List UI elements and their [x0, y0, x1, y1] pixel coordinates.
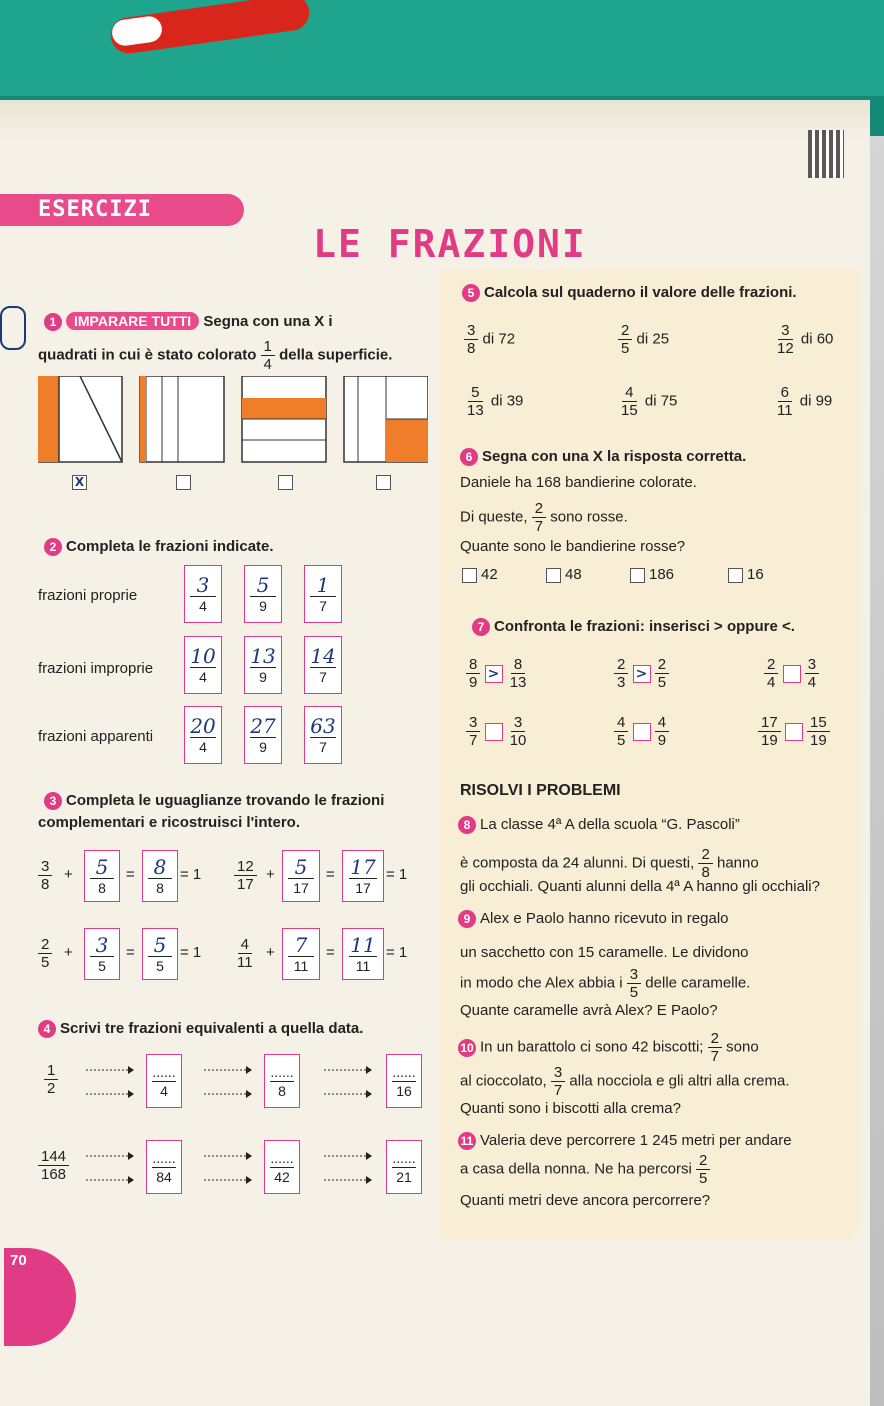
page-number: 70	[4, 1248, 76, 1346]
ex3-box[interactable]: 7 11	[282, 928, 320, 980]
ex4-title: Scrivi tre frazioni equivalenti a quella data.	[60, 1020, 364, 1037]
p9-line2: un sacchetto con 15 caramelle. Le dividono	[460, 944, 749, 961]
ex5-item: $\frac{6}{11}$ di 99	[777, 384, 833, 419]
ex6-heading	[460, 448, 746, 466]
ex2-box[interactable]: 14 7	[304, 636, 342, 694]
ex4-row-2: $\frac{144}{168}$ ...... 84 ...... 42 ...... 21	[38, 1140, 438, 1196]
checkbox-1[interactable]: X	[72, 474, 91, 492]
ex1-text-line	[38, 338, 392, 373]
page-shade	[0, 100, 870, 140]
p8-line3: gli occhiali. Quanti alunni della 4ª A hanno gli occhiali?	[460, 878, 820, 895]
ex3-row-1: $\frac{3}{8}$ + 5 8 = 8 8 = 1 $\frac{12}{17}$ + 5 17 = 17 17 = 1	[38, 850, 438, 904]
ex2-box[interactable]: 13 9	[244, 636, 282, 694]
ex3-box[interactable]: 3 5	[84, 928, 120, 980]
ex7-pair: $\frac{17}{19}$ $\frac{15}{19}$	[758, 714, 830, 749]
ex2-label-proper: frazioni proprie	[38, 587, 138, 604]
ex6-option[interactable]: 42	[462, 566, 498, 583]
checkbox-2[interactable]	[176, 474, 195, 492]
ex7-pair: $\frac{2}{3}$ > $\frac{2}{5}$	[614, 656, 669, 691]
ex3-box[interactable]: 5 5	[142, 928, 178, 980]
arrow-icon	[84, 1060, 134, 1100]
ex4-box[interactable]: ...... 16	[386, 1054, 422, 1108]
ex6-number: 6	[460, 448, 478, 466]
ex4-box[interactable]: ...... 84	[146, 1140, 182, 1194]
ex7-pair: $\frac{8}{9}$ > $\frac{8}{13}$	[466, 656, 529, 691]
ex3-box[interactable]: 5 17	[282, 850, 320, 902]
ex2-box[interactable]: 3 4	[184, 565, 222, 623]
ex6-line3: Quante sono le bandierine rosse?	[460, 538, 686, 555]
ex3-title-b: complementari e ricostruisci l'intero.	[38, 814, 300, 831]
p10-line3: Quanti sono i biscotti alla crema?	[460, 1100, 681, 1117]
compare-box[interactable]	[783, 665, 801, 683]
arrow-icon	[202, 1146, 252, 1186]
ex2-box[interactable]: 20 4	[184, 706, 222, 764]
ex3-box[interactable]: 8 8	[142, 850, 178, 902]
ex4-box[interactable]: ...... 8	[264, 1054, 300, 1108]
ex2-box[interactable]: 5 9	[244, 565, 282, 623]
ex4-number: 4	[38, 1020, 56, 1038]
qr-code-icon	[808, 130, 844, 178]
ex3-title-a: Completa le uguaglianze trovando le frazioni	[66, 792, 385, 809]
compare-box[interactable]: >	[633, 665, 651, 683]
arrow-icon	[322, 1146, 372, 1186]
ex5-title: Calcola sul quaderno il valore delle frazioni.	[484, 284, 797, 301]
p9-line3: in modo che Alex abbia i $\frac{3}{5}$ delle caramelle.	[460, 966, 751, 1001]
ex3-box[interactable]: 5 8	[84, 850, 120, 902]
page-title: LE FRAZIONI	[313, 222, 587, 266]
ex6-option[interactable]: 186	[630, 566, 674, 583]
checkbox-4[interactable]	[376, 474, 395, 492]
ex4-box[interactable]: ...... 21	[386, 1140, 422, 1194]
ex3-box[interactable]: 17 17	[342, 850, 384, 902]
square-4	[344, 376, 428, 462]
ex7-heading	[472, 618, 795, 636]
glasses-icon	[0, 306, 26, 350]
ex3-box[interactable]: 11 11	[342, 928, 384, 980]
compare-box[interactable]	[633, 723, 651, 741]
ex2-box[interactable]: 27 9	[244, 706, 282, 764]
ex1-text-c: della superficie.	[279, 346, 393, 364]
p9-line1: 9 Alex e Paolo hanno ricevuto in regalo	[458, 910, 729, 928]
ex2-box[interactable]: 10 4	[184, 636, 222, 694]
ex2-label-improper: frazioni improprie	[38, 660, 154, 677]
ex7-pair: $\frac{2}{4}$ $\frac{3}{4}$	[764, 656, 819, 691]
ex2-label-apparent: frazioni apparenti	[38, 728, 154, 745]
square-2	[140, 376, 224, 462]
ex5-item: $\frac{5}{13}$ di 39	[467, 384, 524, 419]
p11-line1: 11 Valeria deve percorrere 1 245 metri per andare	[458, 1132, 792, 1150]
p10-line1: 10 In un barattolo ci sono 42 biscotti; $\frac{2}{7}$ sono	[458, 1030, 759, 1065]
compare-box[interactable]: >	[485, 665, 503, 683]
square-1	[38, 376, 122, 462]
square-3	[242, 376, 326, 462]
ex1-text-a: Segna con una X i	[203, 313, 333, 330]
arrow-icon	[322, 1060, 372, 1100]
ex6-line2: Di queste, $\frac{2}{7}$ sono rosse.	[460, 500, 628, 535]
section-label: ESERCIZI	[0, 194, 244, 226]
ex2-heading	[44, 538, 274, 556]
compare-box[interactable]	[785, 723, 803, 741]
ex6-title: Segna con una X la risposta corretta.	[482, 448, 747, 465]
ex4-box[interactable]: ...... 42	[264, 1140, 300, 1194]
ex6-option[interactable]: 48	[546, 566, 582, 583]
ex1-squares	[38, 376, 428, 468]
p9-line4: Quante caramelle avrà Alex? E Paolo?	[460, 1002, 718, 1019]
ex3-row-2: $\frac{2}{5}$ + 3 5 = 5 5 = 1 $\frac{4}{11}$ + 7 11 = 11 11 = 1	[38, 928, 438, 982]
p10-line2: al cioccolato, $\frac{3}{7}$ alla nocciola e gli altri alla crema.	[460, 1064, 790, 1099]
ex5-item: $\frac{3}{12}$ di 60	[777, 322, 834, 357]
ex5-heading	[462, 284, 797, 302]
ex4-box[interactable]: ...... 4	[146, 1054, 182, 1108]
arrow-icon	[84, 1146, 134, 1186]
p8-line2: è composta da 24 alunni. Di questi, $\frac{2}{8}$ hanno	[460, 846, 759, 881]
ex1-fraction: $\frac{1}{4}$	[261, 338, 275, 373]
ex5-item: $\frac{3}{8}$ di 72	[464, 322, 515, 357]
checkbox-3[interactable]	[278, 474, 297, 492]
ex5-item: $\frac{2}{5}$ di 25	[618, 322, 669, 357]
ex6-line1: Daniele ha 168 bandierine colorate.	[460, 474, 697, 491]
ex1-badge: IMPARARE TUTTI	[66, 312, 199, 330]
ex7-title: Confronta le frazioni: inserisci > oppure <.	[494, 618, 795, 635]
p11-line3: Quanti metri deve ancora percorrere?	[460, 1192, 711, 1209]
ex1-heading	[44, 312, 333, 331]
ex6-option[interactable]: 16	[728, 566, 764, 583]
ex1-text-b: quadrati in cui è stato colorato	[38, 346, 257, 364]
ex4-heading	[38, 1020, 363, 1038]
ex2-box[interactable]: 1 7	[304, 565, 342, 623]
ex7-pair: $\frac{4}{5}$ $\frac{4}{9}$	[614, 714, 669, 749]
ex3-heading	[44, 792, 384, 810]
p11-line2: a casa della nonna. Ne ha percorsi $\frac{2}{5}$	[460, 1152, 710, 1187]
ex7-pair: $\frac{3}{7}$ $\frac{3}{10}$	[466, 714, 529, 749]
arrow-icon	[202, 1060, 252, 1100]
ex5-number: 5	[462, 284, 480, 302]
ex2-title: Completa le frazioni indicate.	[66, 538, 274, 555]
ex1-number: 1	[44, 313, 62, 331]
compare-box[interactable]	[485, 723, 503, 741]
ex4-row-1: $\frac{1}{2}$ ...... 4 ...... 8 ...... 16	[38, 1054, 438, 1110]
ex3-number: 3	[44, 792, 62, 810]
ex2-box[interactable]: 63 7	[304, 706, 342, 764]
p8-line1: 8 La classe 4ª A della scuola “G. Pascoli”	[458, 816, 740, 834]
ex2-number: 2	[44, 538, 62, 556]
ex5-item: $\frac{4}{15}$ di 75	[621, 384, 678, 419]
problems-title: RISOLVI I PROBLEMI	[460, 782, 621, 799]
ex7-number: 7	[472, 618, 490, 636]
